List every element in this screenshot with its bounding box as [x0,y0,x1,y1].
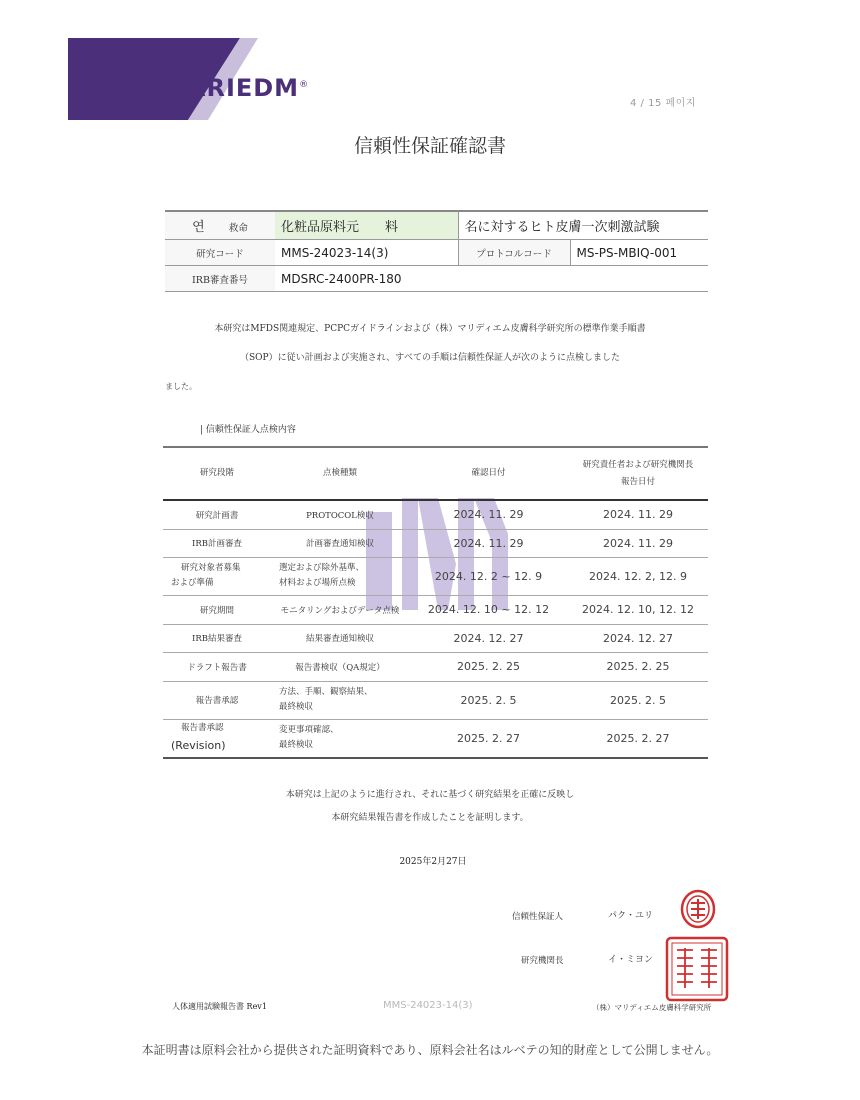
page-indicator: 4 / 15 페이지 [630,98,696,109]
table-row [163,595,708,624]
protocol-code-value: MS-PS-MBIQ-001 [570,240,708,266]
intro-line-3: ました。 [165,382,197,391]
row-type-line1: 選定および除外基準、 [279,562,365,573]
row-stage [163,557,271,595]
row-type-line1: 方法、手順、観察結果、 [279,686,373,697]
row-type-line2: 材料および場所点検 [279,578,356,588]
qa-role: 信頼性保証人 [512,912,564,922]
table-row [163,557,708,595]
study-name-value: 名に対するヒト皮膚一次刺激試験 [458,211,708,240]
row-type-line2: 最終検収 [279,740,314,751]
header-confirm-date: 確認日付 [409,447,568,500]
row-type-line1: 変更事項確認、 [279,724,339,735]
header-report-date [568,447,708,500]
row-report-date: 2024. 11. 29 [568,529,708,557]
head-role: 研究機関長 [521,956,564,966]
table-row [163,624,708,652]
header-report-line2: 報告日付 [620,476,655,487]
intro-line-2: （SOP）に従い計画および実施され、すべての手順は信頼性保証人が次のように点検しました [240,353,620,363]
inspection-header-row [163,447,708,500]
row-type [271,681,409,719]
header-stage: 研究段階 [163,447,271,500]
row-confirm-date: 2024. 12. 2 ~ 12. 9 [409,557,568,595]
document-title: 信頼性保証確認書 [353,135,506,157]
row-report-date: 2024. 12. 2, 12. 9 [568,557,708,595]
irb-number-row [165,266,708,292]
header-type: 点検種類 [271,447,409,500]
row-report-date: 2025. 2. 27 [568,719,708,758]
row-stage: IRB計画審査 [163,529,271,557]
qa-seal [680,889,716,929]
row-confirm-date: 2024. 12. 27 [409,624,568,652]
company-logo [162,74,309,102]
row-type [271,557,409,595]
row-confirm-date: 2025. 2. 25 [409,652,568,681]
row-type: PROTOCOL検収 [271,500,409,529]
confidentiality-notice: 本証明書は原料会社から提供された証明資料であり、原料会社名はルベテの知的財産として公開しません。 [141,1043,719,1057]
row-confirm-date: 2024. 11. 29 [409,500,568,529]
row-stage: 研究計画書 [163,500,271,529]
row-stage-line1: 研究対象者募集 [181,562,241,573]
study-name-label [165,211,275,240]
table-row [163,529,708,557]
row-stage: 報告書承認 [163,681,271,719]
logo-text: MARIEDM [162,74,300,102]
study-name-row [165,211,708,240]
study-code-label: 研究コード [165,240,275,266]
protocol-code-label: プロトコルコード [458,240,570,266]
table-row [163,719,708,758]
study-name-label-prefix: 연 [192,220,205,235]
study-info-table [165,210,708,292]
row-type: 結果審査通知検収 [271,624,409,652]
row-type: モニタリングおよびデータ点検 [271,595,409,624]
logo-mark: ® [299,80,310,90]
footer-center: MMS-24023-14(3) [383,1000,473,1011]
certificate-date: 2025年2月27日 [399,857,467,867]
row-confirm-date: 2024. 12. 10 ~ 12. 12 [409,595,568,624]
header-report-line1: 研究責任者および研究機関長 [582,460,694,471]
row-stage-line2: (Revision) [171,738,226,752]
study-name-label-text: 救命 [228,223,248,234]
row-confirm-date: 2025. 2. 27 [409,719,568,758]
row-confirm-date: 2024. 11. 29 [409,529,568,557]
section-title: | 信頼性保証人点検内容 [200,425,296,435]
footer-right: （株）マリディエム皮膚科学研究所 [592,1003,712,1012]
row-confirm-date: 2025. 2. 5 [409,681,568,719]
row-stage: IRB結果審査 [163,624,271,652]
row-stage: ドラフト報告書 [163,652,271,681]
inspection-table [163,446,708,759]
table-row [163,681,708,719]
irb-number-value: MDSRC-2400PR-180 [275,266,708,292]
row-report-date: 2024. 12. 27 [568,624,708,652]
row-type [271,719,409,758]
conclusion-line-1: 本研究は上記のように進行され、それに基づく研究結果を正確に反映し [285,790,575,800]
row-stage [163,719,271,758]
row-stage: 研究期間 [163,595,271,624]
row-type-line2: 最終検収 [279,702,314,712]
head-name: イ・ミヨン [608,955,654,965]
row-report-date: 2024. 12. 10, 12. 12 [568,595,708,624]
study-name-value-highlight: 化粧品原料元 料 [275,211,458,240]
table-row [163,500,708,529]
irb-number-label: IRB審査番号 [165,266,275,292]
row-report-date: 2024. 11. 29 [568,500,708,529]
conclusion-line-2: 本研究結果報告書を作成したことを証明します。 [331,813,529,823]
study-code-value: MMS-24023-14(3) [275,240,458,266]
qa-name: パク・ユリ [608,911,654,921]
row-stage-line2: および準備 [171,578,214,588]
study-code-row [165,240,708,266]
row-report-date: 2025. 2. 5 [568,681,708,719]
footer-left: 人体適用試験報告書 Rev1 [172,1002,267,1011]
head-seal [665,936,729,1002]
row-report-date: 2025. 2. 25 [568,652,708,681]
row-type: 計画審査通知検収 [271,529,409,557]
row-type: 報告書検収（QA規定） [271,652,409,681]
table-row [163,652,708,681]
intro-line-1: 本研究はMFDS関連規定、PCPCガイドラインおよび（株）マリディエム皮膚科学研究所の標準作業手順書 [214,324,646,334]
row-stage-line1: 報告書承認 [181,722,224,733]
